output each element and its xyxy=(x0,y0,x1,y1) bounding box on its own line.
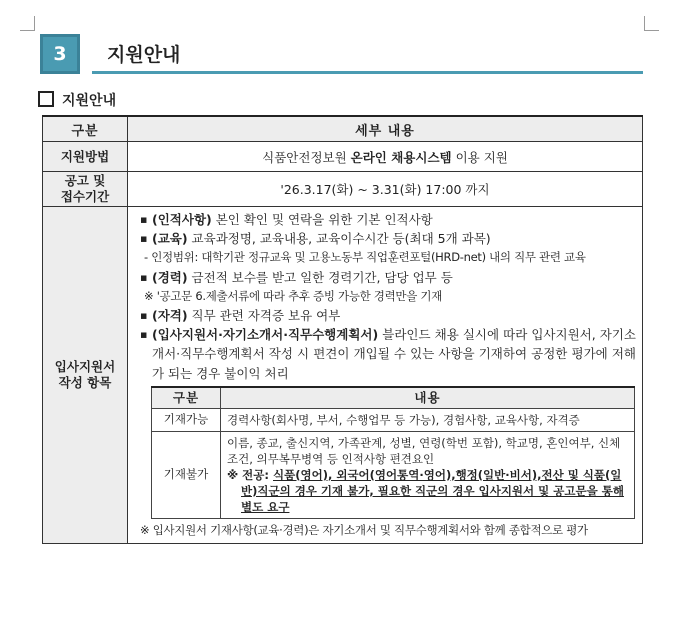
forbidden-label: 기재불가 xyxy=(152,431,221,518)
forbidden-value: 이름, 종교, 출신지역, 가족관계, 성별, 연령(학번 포함), 학교명, 혼인여부, 신체조건, 의무복무병역 등 인적사항 편견요인 xyxy=(227,435,621,466)
table-row xyxy=(152,408,635,431)
inner-header-category: 구분 xyxy=(152,387,221,409)
license-bold: (자격) xyxy=(152,308,188,324)
application-label-line1: 입사지원서 xyxy=(54,359,116,375)
allowed-value: 경력사항(회사명, 부서, 수행업무 등 가능), 경험사항, 교육사항, 자격증 xyxy=(221,408,635,431)
section-header xyxy=(40,34,643,74)
major-warning xyxy=(227,467,628,515)
application-label xyxy=(43,207,128,544)
education-bold: (교육) xyxy=(152,231,188,247)
inner-header-content: 내용 xyxy=(221,387,635,409)
career-text: 금전적 보수를 받고 일한 경력기간, 담당 업무 등 xyxy=(187,269,453,285)
period-label-line1: 공고 및 xyxy=(64,173,106,188)
docs-bold: (입사지원서·자기소개서·직무수행계획서) xyxy=(152,327,379,343)
table-row xyxy=(43,142,643,172)
header-details: 세부 내용 xyxy=(128,116,643,142)
personal-text: 본인 확인 및 연락을 위한 기본 인적사항 xyxy=(211,212,433,227)
subheading xyxy=(38,90,116,110)
method-label: 지원방법 xyxy=(43,142,128,172)
subheading-text: 지원안내 xyxy=(62,93,117,109)
table-row xyxy=(152,431,635,518)
warning-underlined-text: 식품(영어), 외국어(영어통역·영어),행정(일반·비서),전산 및 식품(일반)직군의 경우 기재 불가, 필요한 직군의 경우 입사지원서 및 공고문을 통해 별도 요구 xyxy=(241,467,624,514)
career-bold: (경력) xyxy=(152,269,188,285)
section-title-rule xyxy=(92,71,643,74)
list-item xyxy=(138,229,636,248)
list-item xyxy=(138,268,636,287)
docs-text: 블라인드 채용 실시에 따라 입사지원서, 자기소개서·직무수행계획서 작성 시 편견이 개입될 수 있는 사항을 기재하여 공정한 평가에 저해가 되는 경우 불이익 처리 xyxy=(152,327,636,381)
education-scope: - 인정범위: 대학기관 정규교육 및 고용노동부 직업훈련포털(HRD-net) 내의 직무 관련 교육 xyxy=(144,250,586,265)
list-item xyxy=(138,306,636,325)
forbidden-cell xyxy=(221,431,635,518)
application-details xyxy=(128,207,643,544)
education-text: 교육과정명, 교육내용, 교육이수시간 등(최대 5개 과목) xyxy=(187,231,491,247)
support-info-table xyxy=(42,115,643,544)
crop-mark-top-left xyxy=(20,16,35,31)
period-value: '26.3.17(화) ~ 3.31(화) 17:00 까지 xyxy=(128,172,643,207)
allowed-forbidden-table xyxy=(151,386,635,519)
list-item xyxy=(138,210,636,229)
application-label-line2: 작성 항목 xyxy=(58,375,112,391)
checkbox-square-icon xyxy=(38,91,54,107)
table-row xyxy=(43,172,643,207)
header-category: 구분 xyxy=(43,116,128,142)
method-value-bold: 온라인 채용시스템 xyxy=(350,149,452,165)
method-value-pre: 식품안전정보원 xyxy=(262,149,351,165)
list-item xyxy=(138,325,636,383)
method-value-post: 이용 지원 xyxy=(451,149,508,165)
period-label-line2: 접수기간 xyxy=(60,189,110,204)
table-row xyxy=(43,207,643,544)
crop-mark-top-right xyxy=(644,16,659,31)
period-label xyxy=(43,172,128,207)
method-value xyxy=(128,142,643,172)
warning-prefix: ※ 전공: xyxy=(227,467,274,482)
personal-bold: (인적사항) xyxy=(152,212,212,227)
section-number-badge: 3 xyxy=(40,34,80,74)
section-title: 지원안내 xyxy=(107,44,181,66)
license-text: 직무 관련 자격증 보유 여부 xyxy=(187,308,341,324)
allowed-label: 기재가능 xyxy=(152,408,221,431)
table-header-row xyxy=(43,116,643,142)
final-note: ※ 입사지원서 기재사항(교육·경력)은 자기소개서 및 직무수행계획서와 함께 종합적으로 평가 xyxy=(140,522,588,537)
career-note: ※ '공고문 6.제출서류에 따라 추후 증빙 가능한 경력만을 기재 xyxy=(144,288,443,303)
inner-header-row xyxy=(152,387,635,409)
